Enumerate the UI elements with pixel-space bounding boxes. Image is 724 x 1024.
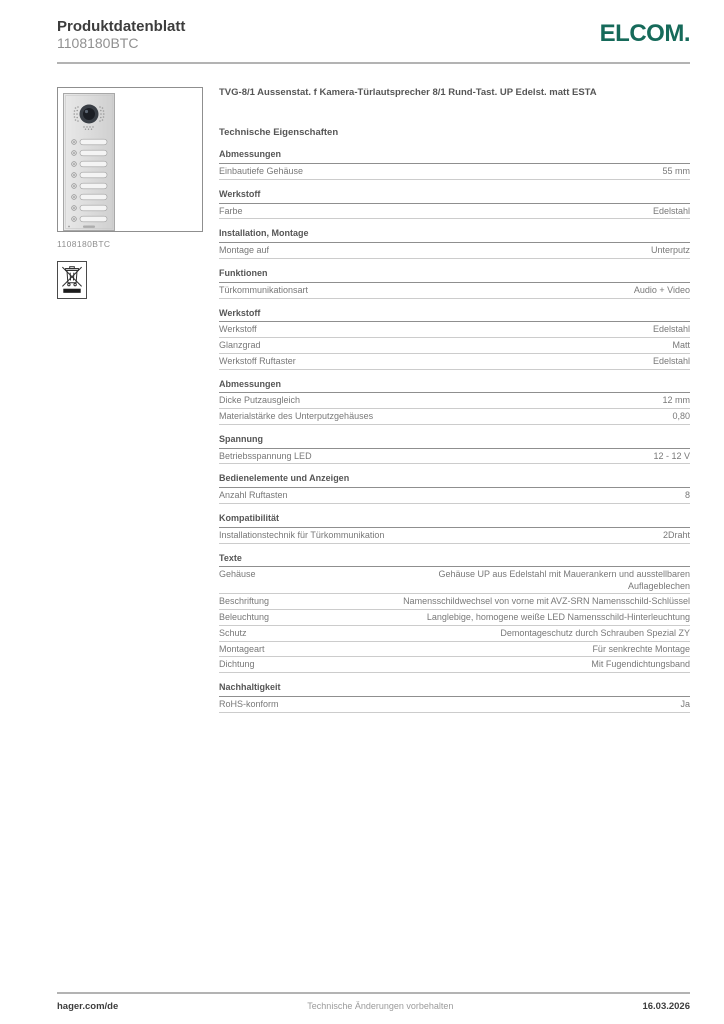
spec-label: Materialstärke des Unterputzgehäuses [219, 411, 374, 422]
spec-section [219, 682, 690, 713]
footer-date: 16.03.2026 [642, 1001, 690, 1012]
spec-row [219, 164, 690, 180]
spec-row [219, 626, 690, 642]
spec-section [219, 268, 690, 299]
page-title: Produktdatenblatt [57, 18, 186, 35]
header-text-block [57, 18, 185, 52]
spec-value: Matt [672, 340, 690, 351]
spec-label: Einbautiefe Gehäuse [219, 166, 304, 177]
product-code: 1108180BTC [57, 35, 139, 52]
spec-row [219, 567, 690, 594]
product-image-frame [57, 87, 203, 232]
spec-label: Betriebsspannung LED [219, 450, 312, 461]
spec-row [219, 338, 690, 354]
spec-section-title: Spannung [219, 434, 690, 449]
spec-value: 12 mm [662, 395, 690, 406]
spec-section [219, 473, 690, 504]
spec-value: Edelstahl [652, 324, 690, 335]
spec-label: Farbe [219, 205, 243, 216]
main-content [0, 64, 724, 713]
spec-section [219, 149, 690, 180]
header [0, 0, 724, 52]
spec-row [219, 610, 690, 626]
spec-value: 0,80 [672, 411, 690, 422]
spec-row [219, 283, 690, 299]
spec-label: Beleuchtung [219, 612, 270, 623]
spec-label: Beschriftung [219, 596, 270, 607]
spec-label: Anzahl Ruftasten [219, 490, 288, 501]
spec-label: Werkstoff [219, 324, 257, 335]
right-column [219, 87, 690, 713]
spec-section-title: Bedienelemente und Anzeigen [219, 473, 690, 488]
spec-value: Edelstahl [652, 205, 690, 216]
spec-section-title: Abmessungen [219, 379, 690, 394]
spec-row [219, 488, 690, 504]
spec-label: Werkstoff Ruftaster [219, 355, 296, 366]
spec-section-title: Werkstoff [219, 189, 690, 204]
spec-value: Namensschildwechsel von vorne mit AVZ-SRN Namensschild-Schlüssel [403, 596, 690, 607]
spec-row [219, 657, 690, 673]
spec-row [219, 594, 690, 610]
weee-crossed-out-bin-icon [61, 265, 83, 295]
spec-label: Installationstechnik für Türkommunikation [219, 529, 385, 540]
spec-section-title: Werkstoff [219, 308, 690, 323]
spec-label: Glanzgrad [219, 340, 261, 351]
spec-section-title: Nachhaltigkeit [219, 682, 690, 697]
spec-value: Langlebige, homogene weiße LED Namensschild-Hinterleuchtung [426, 612, 690, 623]
spec-section-title: Funktionen [219, 268, 690, 283]
spec-row [219, 449, 690, 465]
spec-value: Audio + Video [633, 284, 690, 295]
spec-section [219, 513, 690, 544]
spec-section [219, 434, 690, 465]
spec-section [219, 228, 690, 259]
spec-row [219, 393, 690, 409]
spec-value: Für senkrechte Montage [592, 643, 690, 654]
spec-row [219, 204, 690, 220]
spec-section [219, 308, 690, 370]
spec-section-title: Installation, Montage [219, 228, 690, 243]
spec-section [219, 553, 690, 674]
elcom-logo: ELCOM. [599, 20, 690, 47]
spec-value: Edelstahl [652, 355, 690, 366]
spec-value: Ja [680, 698, 690, 709]
spec-value: 12 - 12 V [653, 450, 690, 461]
product-title: TVG-8/1 Aussenstat. f Kamera-Türlautsprecher 8/1 Rund-Tast. UP Edelst. matt ESTA [219, 87, 597, 99]
spec-value: Gehäuse UP aus Edelstahl mit Mauerankern und ausstellbaren Auflageblechen [438, 569, 690, 591]
spec-label: Schutz [219, 627, 247, 638]
spec-section [219, 189, 690, 220]
spec-row [219, 697, 690, 713]
left-column [57, 87, 205, 713]
spec-value: Mit Fugendichtungsband [591, 659, 690, 670]
spec-value: Unterputz [650, 245, 690, 256]
footer [57, 992, 690, 1012]
spec-row [219, 354, 690, 370]
weee-symbol-frame [57, 261, 87, 299]
image-caption-code: 1108180BTC [57, 239, 111, 250]
footer-disclaimer: Technische Änderungen vorbehalten [307, 1001, 454, 1011]
spec-value: 2Draht [662, 529, 690, 540]
spec-value: Demontageschutz durch Schrauben Spezial ZY [500, 627, 690, 638]
spec-section-title: Texte [219, 553, 690, 568]
panel-brand-mark [83, 226, 95, 228]
spec-label: Montage auf [219, 245, 270, 256]
spec-label: Türkommunikationsart [219, 284, 309, 295]
spec-label: Montageart [219, 643, 265, 654]
spec-label: Gehäuse [219, 569, 256, 580]
spec-label: RoHS-konform [219, 698, 279, 709]
tech-properties-heading: Technische Eigenschaften [219, 127, 339, 139]
spec-value: 8 [684, 490, 690, 501]
spec-section-title: Abmessungen [219, 149, 690, 164]
door-station-product-image [63, 93, 115, 231]
footer-website: hager.com/de [57, 1001, 119, 1012]
spec-label: Dichtung [219, 659, 255, 670]
spec-label: Dicke Putzausgleich [219, 395, 301, 406]
spec-value: 55 mm [662, 166, 690, 177]
spec-row [219, 243, 690, 259]
spec-row [219, 528, 690, 544]
spec-row [219, 322, 690, 338]
spec-section-title: Kompatibilität [219, 513, 690, 528]
spec-sections [219, 149, 690, 712]
spec-row [219, 642, 690, 658]
spec-row [219, 409, 690, 425]
spec-section [219, 379, 690, 425]
